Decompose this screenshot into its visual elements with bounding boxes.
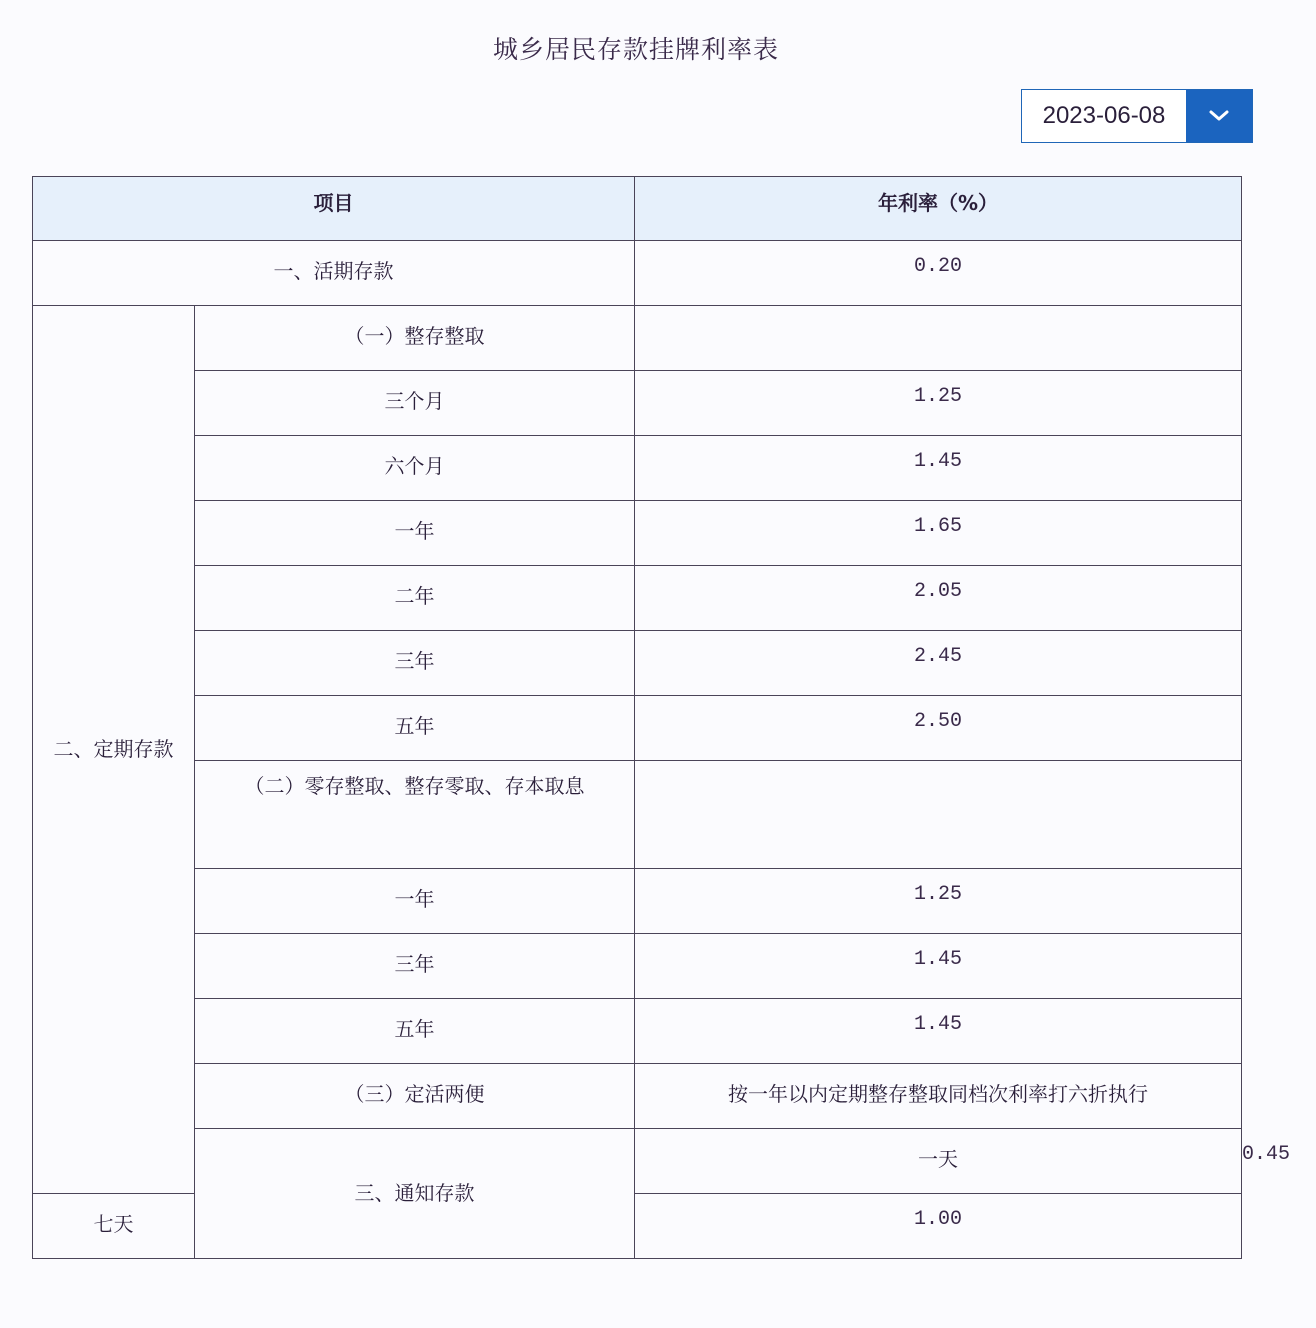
table-row: [33, 1064, 1242, 1129]
table-row: [33, 241, 1242, 306]
date-dropdown-button[interactable]: [1186, 90, 1252, 142]
lump-sum-section-label: （一）整存整取: [195, 306, 635, 371]
time-deposit-group-label: 二、定期存款: [33, 306, 195, 1194]
term-cell: 七天: [33, 1194, 195, 1259]
date-select-value: 2023-06-08: [1042, 102, 1166, 129]
page-title: 城乡居民存款挂牌利率表: [492, 35, 779, 64]
table-row: [33, 566, 1242, 631]
term-cell: 一天: [635, 1129, 1242, 1194]
rate-table: [32, 176, 1291, 1259]
rate-cell: 1.25: [635, 371, 1242, 436]
table-row: [33, 999, 1242, 1064]
table-row: [33, 306, 1242, 371]
chevron-down-icon: [1208, 109, 1230, 123]
demand-deposit-rate: 0.20: [635, 241, 1242, 306]
header-rate: 年利率（%）: [635, 177, 1242, 241]
flexible-deposit-rate: 按一年以内定期整存整取同档次利率打六折执行: [635, 1064, 1242, 1129]
term-cell: 三年: [195, 631, 635, 696]
date-select[interactable]: [1021, 89, 1253, 143]
term-cell: 六个月: [195, 436, 635, 501]
table-row: [33, 631, 1242, 696]
term-cell: 五年: [195, 696, 635, 761]
table-row: [33, 934, 1242, 999]
table-row: [33, 761, 1242, 869]
header-item: 项目: [33, 177, 635, 241]
table-row: [33, 371, 1242, 436]
rate-cell: 1.25: [635, 869, 1242, 934]
table-row: 三、通知存款 一天 0.45: [33, 1129, 1242, 1194]
lump-sum-section-rate: [635, 306, 1242, 371]
table-row: [33, 696, 1242, 761]
table-row: [33, 436, 1242, 501]
rate-cell: 1.45: [635, 436, 1242, 501]
term-cell: 三年: [195, 934, 635, 999]
term-cell: 三个月: [195, 371, 635, 436]
installment-section-label: （二）零存整取、整存零取、存本取息: [195, 761, 635, 869]
demand-deposit-label: 一、活期存款: [33, 241, 635, 306]
term-cell: 二年: [195, 566, 635, 631]
rate-cell: 2.50: [635, 696, 1242, 761]
rate-cell: 2.45: [635, 631, 1242, 696]
term-cell: 一年: [195, 869, 635, 934]
table-header-row: [33, 177, 1242, 241]
rate-cell: 1.45: [635, 999, 1242, 1064]
installment-section-rate: [635, 761, 1242, 869]
rate-cell: 1.65: [635, 501, 1242, 566]
term-cell: 五年: [195, 999, 635, 1064]
rate-cell: 1.00: [635, 1194, 1242, 1259]
term-cell: 一年: [195, 501, 635, 566]
rate-cell: 1.45: [635, 934, 1242, 999]
rate-cell: 2.05: [635, 566, 1242, 631]
table-row: [33, 501, 1242, 566]
flexible-deposit-label: （三）定活两便: [195, 1064, 635, 1129]
notice-deposit-group-label: 三、通知存款: [195, 1129, 635, 1259]
table-row: [33, 869, 1242, 934]
